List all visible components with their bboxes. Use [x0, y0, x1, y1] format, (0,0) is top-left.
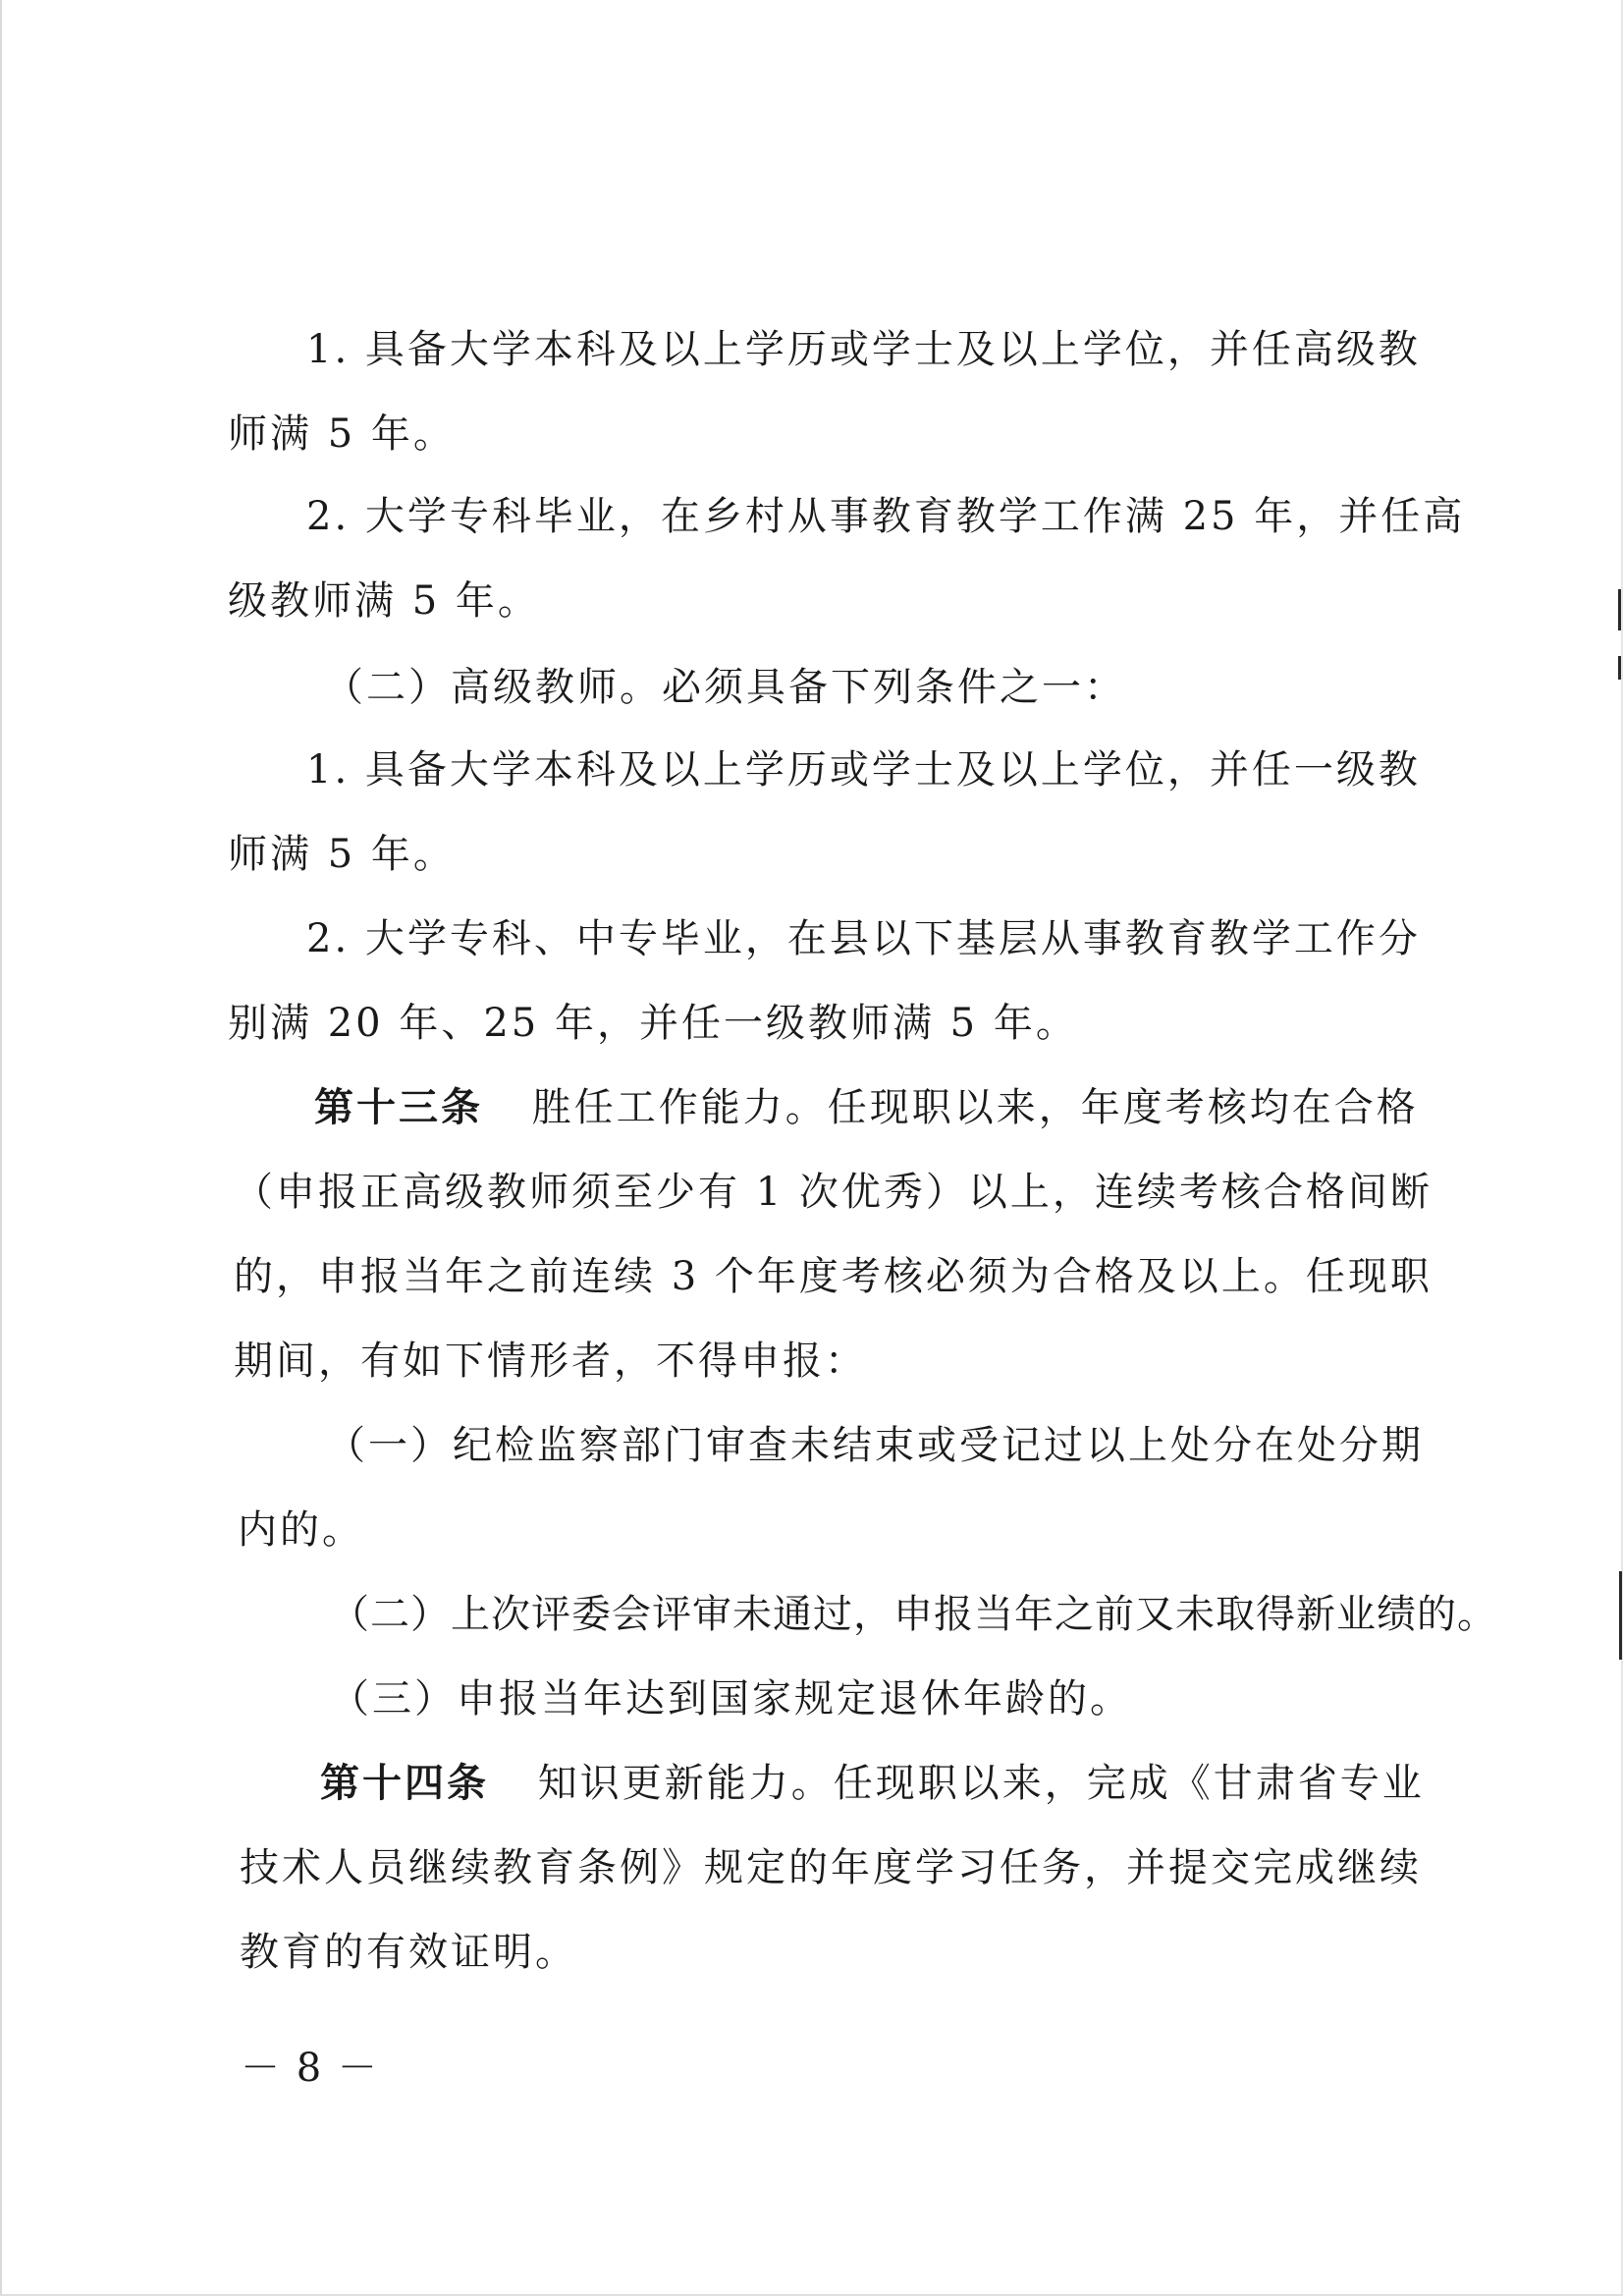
paragraph-line: （申报正高级教师须至少有 1 次优秀）以上，连续考核合格间断: [234, 1170, 1433, 1215]
paragraph-line: 1. 具备大学本科及以上学历或学士及以上学位，并任高级教: [306, 327, 1421, 372]
paragraph-line: （一）纪检监察部门审查未结束或受记过以上处分在处分期: [326, 1423, 1424, 1468]
article-14-heading: 第十四条: [320, 1760, 489, 1806]
paragraph-line: 师满 5 年。: [228, 832, 456, 877]
article-13-text: 胜任工作能力。任现职以来，年度考核均在合格: [531, 1085, 1419, 1130]
paragraph-line: 1. 具备大学本科及以上学历或学士及以上学位，并任一级教: [306, 747, 1421, 793]
article-14-line: [320, 1760, 1425, 1807]
scan-edge-mark: [1618, 656, 1621, 680]
page-number: － 8 －: [241, 2046, 379, 2091]
paragraph-line: （三）申报当年达到国家规定退休年龄的。: [330, 1676, 1132, 1722]
paragraph-line: 教育的有效证明。: [240, 1930, 577, 1975]
paragraph-line: 别满 20 年、25 年，并任一级教师满 5 年。: [228, 1001, 1078, 1046]
scan-edge-mark: [1619, 1571, 1622, 1660]
paragraph-line: （二）上次评委会评审未通过，申报当年之前又未取得新业绩的。: [330, 1592, 1497, 1637]
paragraph-line: 技术人员继续教育条例》规定的年度学习任务，并提交完成继续: [240, 1845, 1422, 1890]
section-heading-line: （二）高级教师。必须具备下列条件之一：: [324, 665, 1126, 710]
paragraph-line: 师满 5 年。: [228, 411, 456, 457]
paragraph-line: 的，申报当年之前连续 3 个年度考核必须为合格及以上。任现职: [234, 1254, 1433, 1299]
article-14-text: 知识更新能力。任现职以来，完成《甘肃省专业: [537, 1761, 1425, 1806]
paragraph-line: 2. 大学专科毕业，在乡村从事教育教学工作满 25 年，并任高: [306, 494, 1466, 539]
paragraph-line: 期间，有如下情形者，不得申报：: [234, 1339, 867, 1384]
paragraph-line: 2. 大学专科、中专毕业，在县以下基层从事教育教学工作分: [306, 916, 1421, 961]
scan-edge-mark: [1618, 589, 1621, 630]
article-13-heading: 第十三条: [314, 1084, 483, 1130]
article-13-line: [314, 1084, 1419, 1131]
paragraph-line: 内的。: [238, 1507, 364, 1553]
paragraph-line: 级教师满 5 年。: [228, 578, 540, 624]
